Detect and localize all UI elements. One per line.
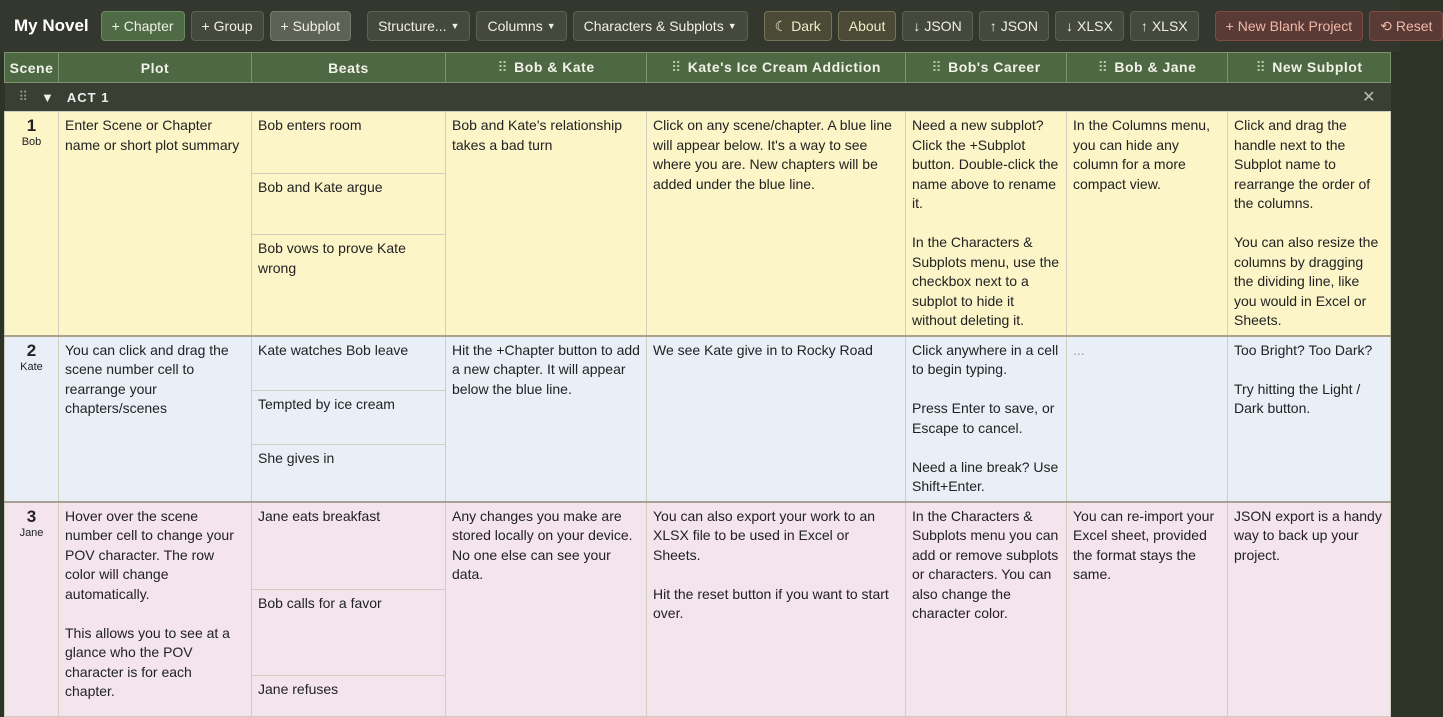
beat-item[interactable]: Tempted by ice cream [252, 391, 445, 445]
subplot-cell[interactable]: Click and drag the handle next to the Subplot name to rearrange the order of the columns. You can also resize the columns by dragging the dividing line, like you would in Excel or Sheets. [1228, 112, 1391, 336]
drag-handle-icon[interactable]: ⠿ [1255, 59, 1267, 75]
subplot-cell[interactable]: JSON export is a handy way to back up your project. [1228, 502, 1391, 717]
outline-grid [4, 52, 1390, 700]
moon-icon: ☾ [774, 17, 788, 34]
subplot-cell[interactable]: You can re-import your Excel sheet, provided the format stays the same. [1067, 502, 1228, 717]
reset-button[interactable] [1369, 11, 1443, 41]
subplot-cell[interactable]: Click anywhere in a cell to begin typing. Press Enter to save, or Escape to cancel. Need a line break? Use Shift+Enter. [906, 336, 1067, 502]
export-json-button[interactable] [902, 11, 972, 41]
import-json-label: JSON [1000, 18, 1039, 34]
column-header-bob-career[interactable] [906, 53, 1067, 83]
close-icon[interactable]: ✕ [1362, 89, 1377, 106]
drag-handle-icon[interactable]: ⠿ [931, 59, 943, 75]
subplot-cell[interactable]: Hit the +Chapter button to add a new chapter. It will appear below the blue line. [446, 336, 647, 502]
export-json-label: JSON [924, 18, 962, 34]
column-header-ice-cream[interactable] [647, 53, 906, 83]
chevron-down-icon: ▼ [727, 21, 737, 31]
export-xlsx-label: XLSX [1077, 18, 1113, 34]
columns-menu-button[interactable] [476, 11, 566, 41]
dark-label: Dark [791, 18, 821, 34]
beats-cell [252, 112, 446, 336]
column-header-bob-kate[interactable] [446, 53, 647, 83]
structure-menu-button[interactable] [367, 11, 470, 41]
new-blank-project-button[interactable]: + New Blank Project [1215, 11, 1363, 41]
header-row [5, 53, 1391, 83]
column-header-label: Bob's Career [948, 59, 1041, 75]
subplot-cell[interactable]: In the Characters & Subplots menu you can add or remove subplots or characters. You can also change the character color. [906, 502, 1067, 717]
chevron-down-icon: ▼ [546, 21, 556, 31]
drag-handle-icon[interactable]: ⠿ [671, 59, 682, 75]
project-title[interactable]: My Novel [14, 16, 89, 35]
plot-cell[interactable]: Enter Scene or Chapter name or short plot summary [59, 112, 252, 336]
column-header-label: Kate's Ice Cream Addiction [687, 59, 881, 75]
beats-cell [252, 336, 446, 502]
beat-item[interactable]: Jane eats breakfast [252, 503, 445, 590]
export-xlsx-button[interactable] [1055, 11, 1124, 41]
import-xlsx-label: XLSX [1151, 18, 1188, 34]
subplot-cell[interactable]: In the Columns menu, you can hide any column for a more compact view. [1067, 112, 1228, 336]
reset-icon: ⟲ [1380, 17, 1392, 34]
pov-character: Kate [20, 360, 43, 373]
arrow-down-icon: ↓ [913, 18, 921, 34]
outline-table [4, 52, 1391, 717]
act-group-cell [5, 83, 1391, 112]
subplot-cell[interactable]: Any changes you make are stored locally on your device. No one else can see your data. [446, 502, 647, 717]
arrow-up-icon: ↑ [1140, 18, 1148, 34]
plot-cell[interactable]: Hover over the scene number cell to change your POV character. The row color will change automatically. This allows you to see at a glance who the POV character is for each chapter. [59, 502, 252, 717]
subplot-cell[interactable]: Need a new subplot? Click the +Subplot button. Double-click the name above to rename it. In the Characters & Subplots menu, use the checkbox next to a subplot to hide it without deleting it. [906, 112, 1067, 336]
column-header-scene[interactable]: Scene [5, 53, 59, 83]
subplot-cell[interactable]: You can also export your work to an XLSX file to be used in Excel or Sheets. Hit the reset button if you want to start over. [647, 502, 906, 717]
column-header-bob-jane[interactable] [1067, 53, 1228, 83]
column-header-plot[interactable]: Plot [59, 53, 252, 83]
pov-character: Bob [21, 136, 42, 148]
chevron-down-icon: ▼ [450, 21, 460, 31]
scene-row [5, 336, 1391, 502]
scene-number-cell[interactable] [5, 112, 59, 336]
add-subplot-button[interactable]: + Subplot [270, 11, 352, 41]
act-label[interactable]: ACT 1 [66, 89, 110, 105]
beat-item[interactable]: Jane refuses [258, 680, 339, 697]
import-xlsx-button[interactable] [1130, 11, 1199, 41]
column-header-new-subplot[interactable] [1228, 53, 1391, 83]
arrow-up-icon: ↑ [989, 18, 997, 34]
subplot-cell[interactable]: Bob and Kate's relationship takes a bad turn [446, 112, 647, 336]
act-group-row [5, 83, 1391, 112]
scene-number-cell[interactable] [5, 502, 59, 717]
add-group-button[interactable]: + Group [191, 11, 264, 41]
subplot-cell[interactable]: We see Kate give in to Rocky Road [647, 336, 906, 502]
column-header-label: New Subplot [1272, 59, 1363, 75]
beat-item[interactable]: She gives in [258, 449, 335, 466]
column-header-label: Bob & Jane [1114, 59, 1197, 75]
add-chapter-button[interactable]: + Chapter [101, 11, 185, 41]
dark-mode-button[interactable] [764, 11, 832, 41]
arrow-down-icon: ↓ [1066, 18, 1074, 34]
pov-character: Jane [19, 526, 44, 539]
about-button[interactable]: About [838, 11, 897, 41]
scene-row [5, 502, 1391, 717]
import-json-button[interactable] [979, 11, 1049, 41]
scene-number: 3 [26, 506, 37, 526]
reset-label: Reset [1395, 18, 1433, 34]
beats-cell [252, 502, 446, 717]
subplot-cell[interactable]: ... [1067, 336, 1228, 502]
subplot-cell[interactable]: Too Bright? Too Dark? Try hitting the Light / Dark button. [1228, 336, 1391, 502]
characters-subplots-menu-button[interactable] [573, 11, 748, 41]
toolbar [0, 0, 1433, 52]
scene-number-cell[interactable] [5, 336, 59, 502]
drag-handle-icon[interactable]: ⠿ [18, 89, 30, 104]
drag-handle-icon[interactable]: ⠿ [1097, 59, 1109, 75]
drag-handle-icon[interactable]: ⠿ [497, 59, 509, 75]
column-header-beats[interactable]: Beats [252, 53, 446, 83]
scene-number: 2 [26, 340, 37, 360]
plot-cell[interactable]: You can click and drag the scene number cell to rearrange your chapters/scenes [59, 336, 252, 502]
characters-subplots-label: Characters & Subplots [583, 18, 724, 34]
beat-item[interactable]: Bob calls for a favor [252, 590, 445, 676]
beat-item[interactable]: Bob enters room [252, 112, 445, 174]
beat-item[interactable]: Bob vows to prove Kate wrong [258, 240, 406, 276]
beat-item[interactable]: Kate watches Bob leave [252, 337, 445, 391]
column-header-label: Bob & Kate [514, 59, 595, 75]
scene-row [5, 112, 1391, 336]
collapse-triangle-icon[interactable]: ▼ [41, 89, 55, 105]
subplot-cell[interactable]: Click on any scene/chapter. A blue line will appear below. It's a way to see where you are. New chapters will be added under the blue line. [647, 112, 906, 336]
columns-label: Columns [487, 18, 543, 34]
structure-label: Structure... [378, 18, 447, 34]
scene-number: 1 [26, 116, 37, 135]
beat-item[interactable]: Bob and Kate argue [252, 174, 445, 235]
